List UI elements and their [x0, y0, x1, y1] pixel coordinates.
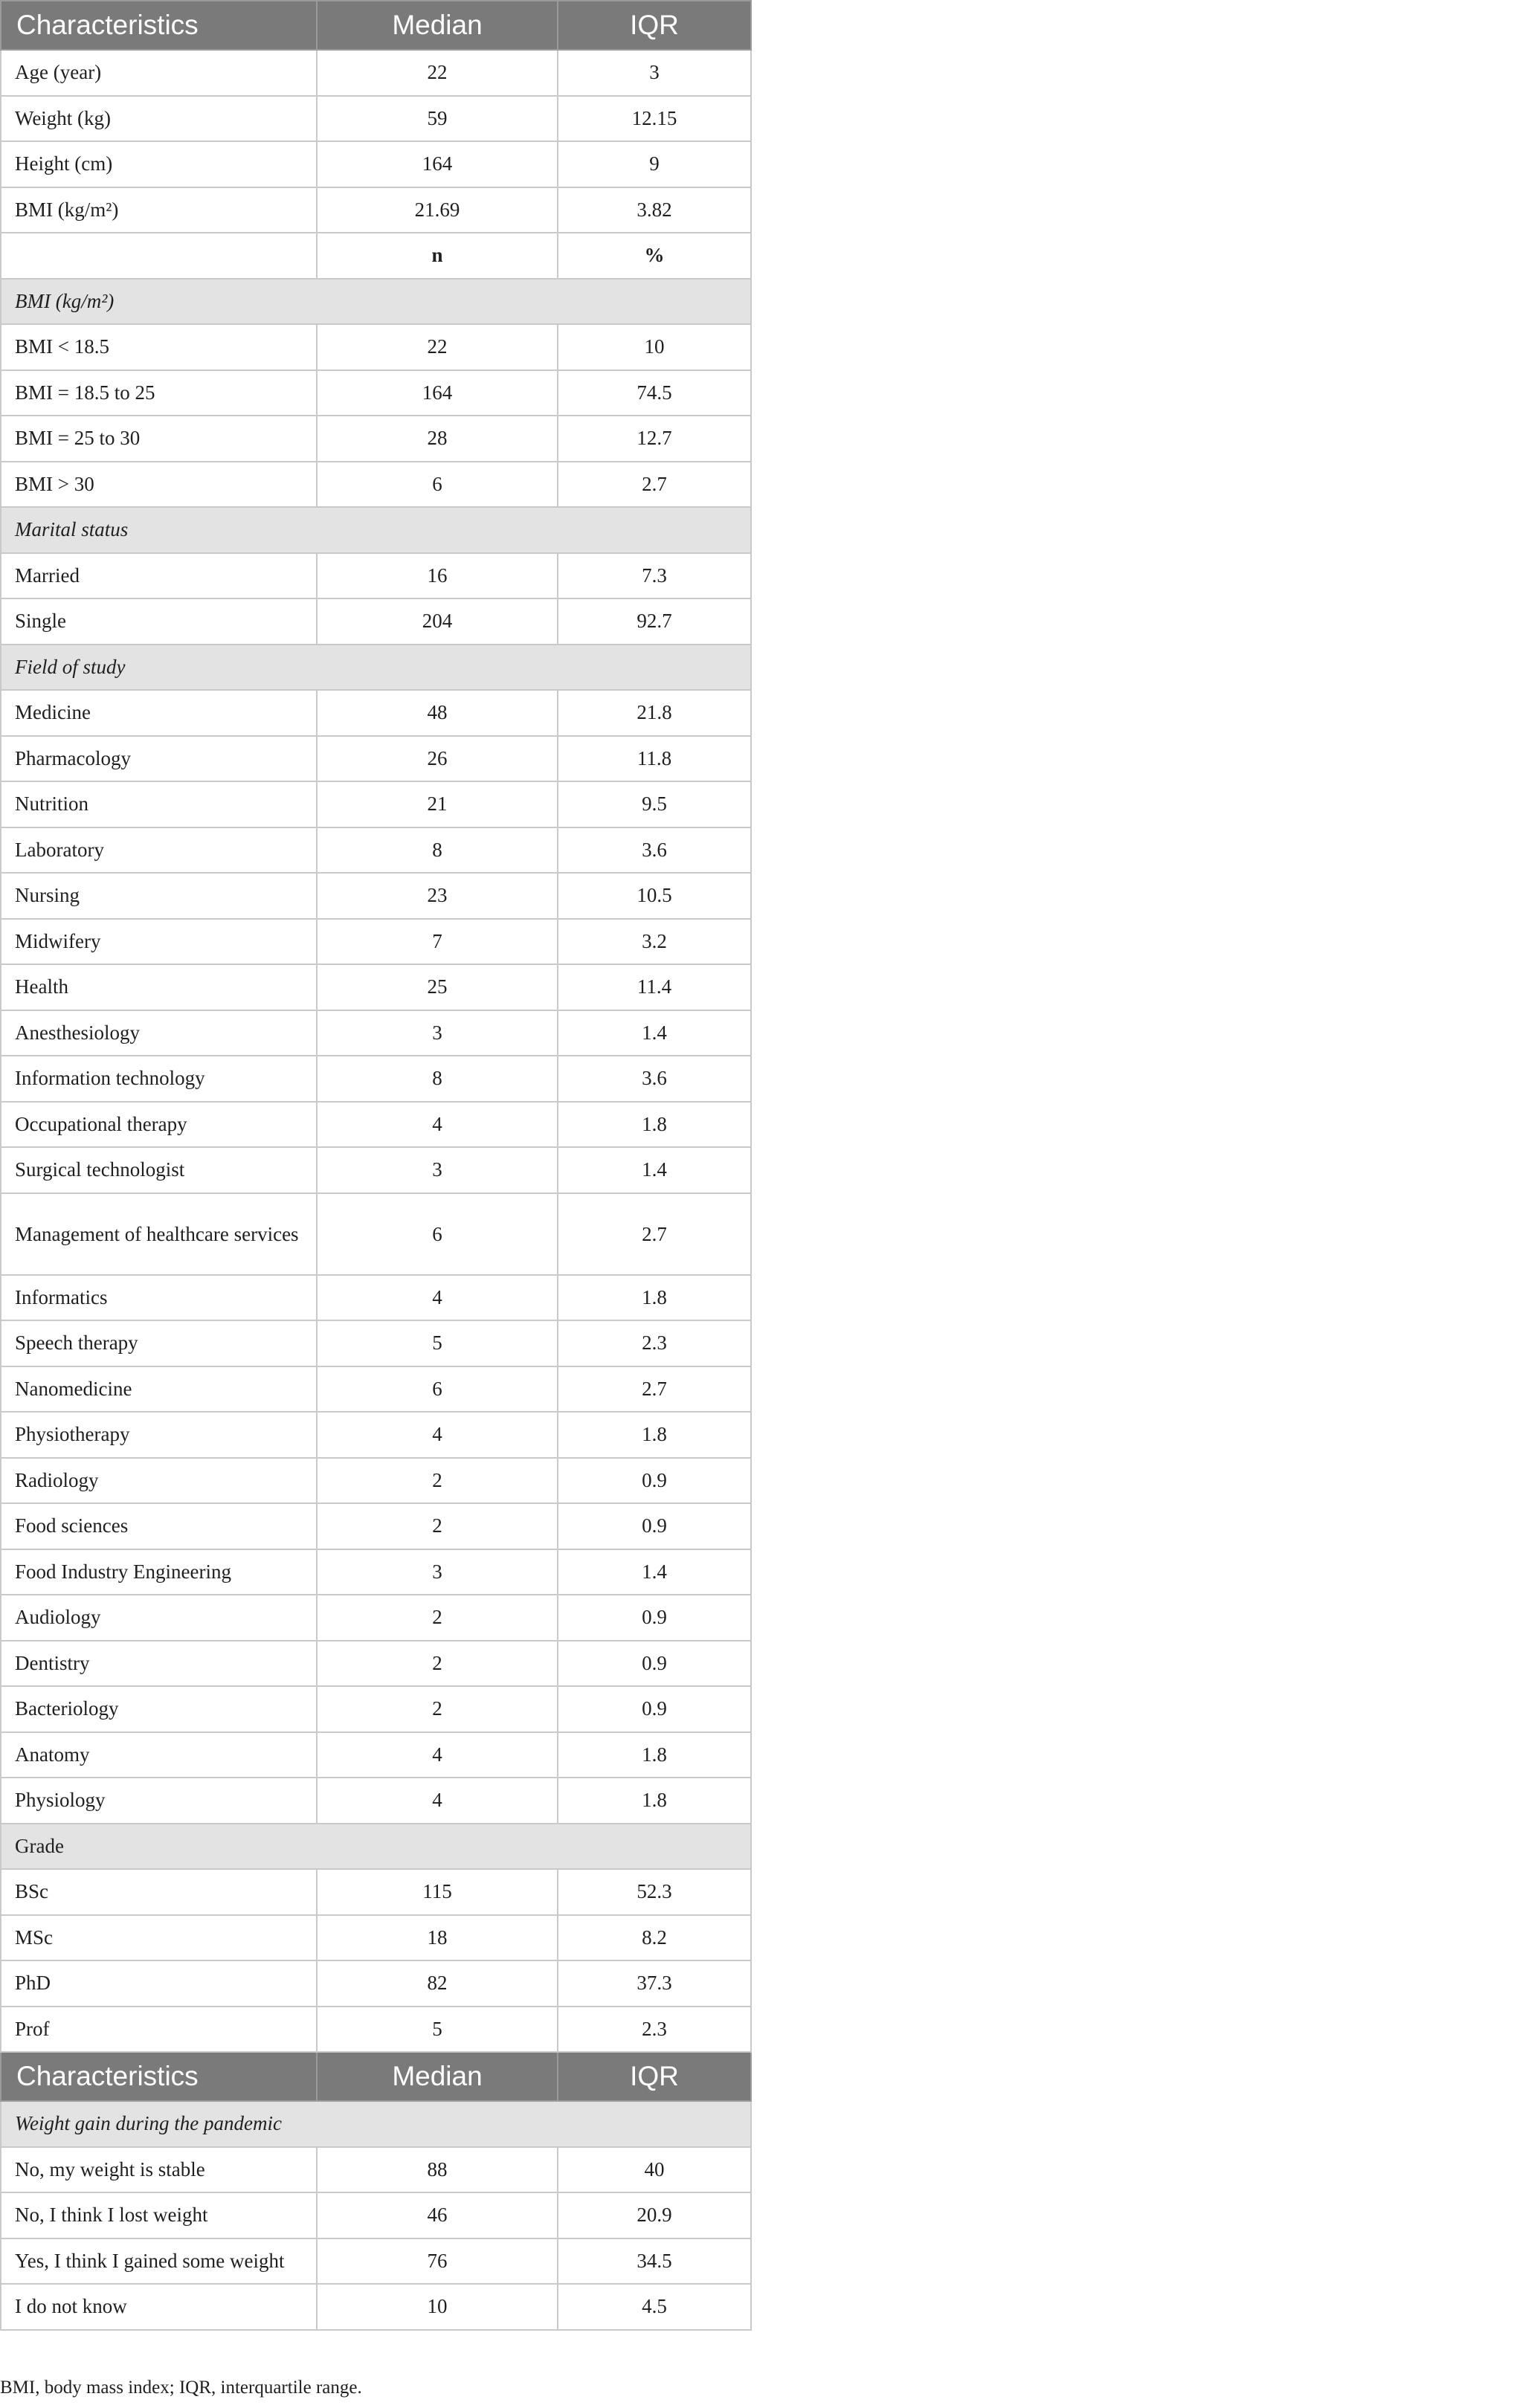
row-value-2: 9 — [558, 141, 751, 187]
table-row — [1, 1102, 751, 1148]
subheader-percent: % — [558, 233, 751, 279]
table-row — [1, 370, 751, 416]
row-value-1: 10 — [317, 2284, 558, 2330]
table-row — [1, 1915, 751, 1961]
row-value-2: 0.9 — [558, 1595, 751, 1641]
row-value-1: 23 — [317, 873, 558, 919]
row-value-2: 3.82 — [558, 187, 751, 233]
row-value-2: 10 — [558, 324, 751, 370]
row-label: Food Industry Engineering — [1, 1549, 317, 1595]
table-row — [1, 1503, 751, 1549]
table-row — [1, 1320, 751, 1366]
row-label: Anatomy — [1, 1732, 317, 1778]
row-value-2: 92.7 — [558, 598, 751, 645]
row-value-1: 6 — [317, 1193, 558, 1275]
table-row — [1, 2238, 751, 2285]
row-label: Married — [1, 553, 317, 599]
row-value-2: 1.8 — [558, 1412, 751, 1458]
row-value-2: 74.5 — [558, 370, 751, 416]
row-value-1: 164 — [317, 141, 558, 187]
row-value-2: 1.8 — [558, 1275, 751, 1321]
row-value-2: 10.5 — [558, 873, 751, 919]
row-value-1: 6 — [317, 1366, 558, 1413]
row-label: Nanomedicine — [1, 1366, 317, 1413]
characteristics-table — [0, 0, 752, 2331]
row-value-2: 1.4 — [558, 1147, 751, 1193]
row-value-1: 26 — [317, 736, 558, 782]
row-label: Prof — [1, 2007, 317, 2053]
row-value-1: 59 — [317, 96, 558, 142]
row-label: Health — [1, 964, 317, 1010]
row-value-2: 3.6 — [558, 827, 751, 874]
row-value-2: 4.5 — [558, 2284, 751, 2330]
row-value-1: 4 — [317, 1778, 558, 1824]
section-title: Grade — [1, 1824, 751, 1870]
row-value-2: 3.2 — [558, 919, 751, 965]
section-header-row — [1, 279, 751, 325]
row-label: Nutrition — [1, 781, 317, 827]
header-iqr: IQR — [558, 1, 751, 50]
row-value-2: 1.8 — [558, 1102, 751, 1148]
row-value-2: 1.8 — [558, 1778, 751, 1824]
row-value-1: 4 — [317, 1275, 558, 1321]
row-value-1: 46 — [317, 2192, 558, 2238]
row-label: Midwifery — [1, 919, 317, 965]
table-row — [1, 1641, 751, 1687]
row-value-1: 18 — [317, 1915, 558, 1961]
row-value-2: 0.9 — [558, 1641, 751, 1687]
row-label: BMI = 18.5 to 25 — [1, 370, 317, 416]
subheader-blank — [1, 233, 317, 279]
table-row — [1, 598, 751, 645]
row-value-1: 115 — [317, 1869, 558, 1915]
table-row — [1, 96, 751, 142]
row-value-2: 0.9 — [558, 1503, 751, 1549]
table-row — [1, 324, 751, 370]
row-value-1: 22 — [317, 50, 558, 96]
table-row — [1, 1056, 751, 1102]
row-label: Physiology — [1, 1778, 317, 1824]
section-header-row — [1, 1824, 751, 1870]
section-header-row — [1, 507, 751, 553]
row-value-2: 12.15 — [558, 96, 751, 142]
row-label: MSc — [1, 1915, 317, 1961]
row-value-1: 21.69 — [317, 187, 558, 233]
row-value-2: 37.3 — [558, 1960, 751, 2007]
table-row — [1, 2192, 751, 2238]
table-body — [1, 1, 751, 2330]
row-value-1: 4 — [317, 1102, 558, 1148]
table-row — [1, 1549, 751, 1595]
section-title: Weight gain during the pandemic — [1, 2101, 751, 2147]
row-value-2: 7.3 — [558, 553, 751, 599]
row-label: Height (cm) — [1, 141, 317, 187]
table-row — [1, 1732, 751, 1778]
row-label: Yes, I think I gained some weight — [1, 2238, 317, 2285]
table-row — [1, 919, 751, 965]
table-row — [1, 462, 751, 508]
row-value-2: 2.7 — [558, 1366, 751, 1413]
row-value-2: 3 — [558, 50, 751, 96]
row-label: Informatics — [1, 1275, 317, 1321]
table-row — [1, 2147, 751, 2193]
row-value-1: 164 — [317, 370, 558, 416]
table-row — [1, 1686, 751, 1732]
table-row — [1, 1960, 751, 2007]
table-row — [1, 1147, 751, 1193]
section-title: Field of study — [1, 645, 751, 691]
row-value-1: 28 — [317, 416, 558, 462]
row-label: BMI > 30 — [1, 462, 317, 508]
table-row — [1, 827, 751, 874]
row-value-2: 1.4 — [558, 1549, 751, 1595]
row-label: Speech therapy — [1, 1320, 317, 1366]
row-value-1: 2 — [317, 1595, 558, 1641]
table-header-row — [1, 2052, 751, 2101]
header-characteristics: Characteristics — [1, 1, 317, 50]
row-label: BMI (kg/m²) — [1, 187, 317, 233]
header-characteristics: Characteristics — [1, 2052, 317, 2101]
row-value-2: 0.9 — [558, 1458, 751, 1504]
row-value-2: 2.7 — [558, 462, 751, 508]
row-label: Radiology — [1, 1458, 317, 1504]
table-row — [1, 1010, 751, 1056]
header-iqr: IQR — [558, 2052, 751, 2101]
section-title: Marital status — [1, 507, 751, 553]
section-title: BMI (kg/m²) — [1, 279, 751, 325]
row-label: PhD — [1, 1960, 317, 2007]
row-value-2: 0.9 — [558, 1686, 751, 1732]
row-label: Bacteriology — [1, 1686, 317, 1732]
row-value-2: 2.3 — [558, 2007, 751, 2053]
table-row — [1, 873, 751, 919]
table-row — [1, 1458, 751, 1504]
table-row — [1, 690, 751, 736]
row-label: Surgical technologist — [1, 1147, 317, 1193]
header-median: Median — [317, 1, 558, 50]
table-header-row — [1, 1, 751, 50]
row-value-1: 76 — [317, 2238, 558, 2285]
row-label: Physiotherapy — [1, 1412, 317, 1458]
table-row — [1, 736, 751, 782]
table-row — [1, 2284, 751, 2330]
row-value-2: 11.8 — [558, 736, 751, 782]
row-label: BSc — [1, 1869, 317, 1915]
row-label: Weight (kg) — [1, 96, 317, 142]
row-value-1: 2 — [317, 1458, 558, 1504]
row-value-1: 22 — [317, 324, 558, 370]
row-value-1: 2 — [317, 1503, 558, 1549]
row-value-1: 5 — [317, 1320, 558, 1366]
row-value-1: 5 — [317, 2007, 558, 2053]
section-header-row — [1, 2101, 751, 2147]
row-label: BMI < 18.5 — [1, 324, 317, 370]
row-value-2: 2.3 — [558, 1320, 751, 1366]
row-label: Medicine — [1, 690, 317, 736]
row-label: No, my weight is stable — [1, 2147, 317, 2193]
row-label: Anesthesiology — [1, 1010, 317, 1056]
subheader-row — [1, 233, 751, 279]
row-label: Food sciences — [1, 1503, 317, 1549]
row-label: I do not know — [1, 2284, 317, 2330]
row-label: Occupational therapy — [1, 1102, 317, 1148]
row-label: Dentistry — [1, 1641, 317, 1687]
row-label: Nursing — [1, 873, 317, 919]
row-label: Audiology — [1, 1595, 317, 1641]
row-label: BMI = 25 to 30 — [1, 416, 317, 462]
subheader-n: n — [317, 233, 558, 279]
table-footnote: BMI, body mass index; IQR, interquartile range. — [0, 2378, 362, 2398]
row-value-1: 82 — [317, 1960, 558, 2007]
row-value-1: 4 — [317, 1732, 558, 1778]
table-row — [1, 964, 751, 1010]
row-value-2: 40 — [558, 2147, 751, 2193]
row-label: Management of healthcare services — [1, 1193, 317, 1275]
characteristics-table-container — [0, 0, 750, 2331]
row-label: Laboratory — [1, 827, 317, 874]
row-value-1: 204 — [317, 598, 558, 645]
table-row — [1, 1595, 751, 1641]
table-row — [1, 1869, 751, 1915]
row-value-2: 52.3 — [558, 1869, 751, 1915]
row-value-2: 2.7 — [558, 1193, 751, 1275]
row-value-1: 2 — [317, 1641, 558, 1687]
row-value-2: 8.2 — [558, 1915, 751, 1961]
table-row — [1, 50, 751, 96]
row-value-2: 1.8 — [558, 1732, 751, 1778]
row-value-1: 16 — [317, 553, 558, 599]
row-value-1: 8 — [317, 827, 558, 874]
table-row — [1, 2007, 751, 2053]
row-value-1: 6 — [317, 462, 558, 508]
row-value-1: 48 — [317, 690, 558, 736]
table-row — [1, 187, 751, 233]
row-value-2: 34.5 — [558, 2238, 751, 2285]
table-row — [1, 141, 751, 187]
table-row — [1, 1366, 751, 1413]
table-row — [1, 1275, 751, 1321]
row-value-2: 12.7 — [558, 416, 751, 462]
row-value-1: 21 — [317, 781, 558, 827]
row-value-1: 3 — [317, 1147, 558, 1193]
row-value-1: 25 — [317, 964, 558, 1010]
row-label: No, I think I lost weight — [1, 2192, 317, 2238]
row-value-1: 8 — [317, 1056, 558, 1102]
table-row — [1, 553, 751, 599]
table-row — [1, 1193, 751, 1275]
row-value-2: 3.6 — [558, 1056, 751, 1102]
section-header-row — [1, 645, 751, 691]
row-label: Age (year) — [1, 50, 317, 96]
table-row — [1, 1412, 751, 1458]
row-value-2: 21.8 — [558, 690, 751, 736]
row-label: Information technology — [1, 1056, 317, 1102]
row-value-1: 3 — [317, 1010, 558, 1056]
row-label: Pharmacology — [1, 736, 317, 782]
row-value-1: 4 — [317, 1412, 558, 1458]
row-value-1: 2 — [317, 1686, 558, 1732]
row-value-2: 11.4 — [558, 964, 751, 1010]
header-median: Median — [317, 2052, 558, 2101]
row-value-2: 20.9 — [558, 2192, 751, 2238]
table-row — [1, 1778, 751, 1824]
row-label: Single — [1, 598, 317, 645]
table-row — [1, 781, 751, 827]
table-row — [1, 416, 751, 462]
row-value-1: 88 — [317, 2147, 558, 2193]
row-value-2: 1.4 — [558, 1010, 751, 1056]
row-value-1: 3 — [317, 1549, 558, 1595]
row-value-1: 7 — [317, 919, 558, 965]
row-value-2: 9.5 — [558, 781, 751, 827]
